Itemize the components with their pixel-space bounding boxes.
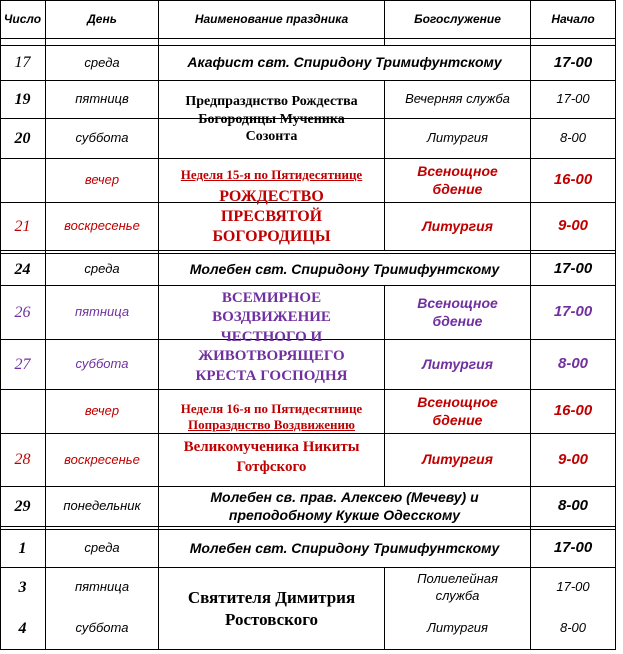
- feast-title: РОЖДЕСТВО ПРЕСВЯТОЙ БОГОРОДИЦЫ: [212, 188, 331, 245]
- time-cell: 9-00: [557, 217, 589, 235]
- day-cell: вечер: [84, 172, 120, 188]
- feast-cell: Святителя Димитрия Ростовского: [187, 588, 356, 629]
- week-subtitle: Попразднство Воздвижению: [188, 416, 355, 432]
- day-cell: суббота: [75, 130, 129, 146]
- time-cell: 17-00: [556, 91, 590, 107]
- header-service: Богослужение: [414, 11, 501, 26]
- date-cell: 19: [14, 90, 31, 108]
- time-cell: 16-00: [553, 402, 593, 420]
- time-cell: 17-00: [556, 579, 590, 595]
- day-cell: среда: [84, 261, 120, 277]
- service-cell: Всенощное бдение: [417, 295, 498, 329]
- date-cell: 17: [14, 54, 31, 71]
- date-cell: [0, 390, 45, 433]
- service-cell: Вечерняя служба: [405, 91, 510, 107]
- time-cell: 17-00: [553, 539, 593, 557]
- service-cell: Литургия: [426, 130, 488, 146]
- rule: [615, 0, 616, 650]
- header-start: Начало: [551, 11, 595, 26]
- day-cell: среда: [84, 54, 120, 70]
- feast-cell: Акафист свт. Спиридону Тримифунтскому: [187, 54, 502, 71]
- service-cell: Литургия: [422, 355, 493, 372]
- header-number: Число: [3, 11, 42, 26]
- date-cell: [0, 159, 45, 202]
- time-cell: 8-00: [557, 497, 589, 515]
- feast-cell: Молебен св. прав. Алексею (Мечеву) и преподобному Кукше Одесскому: [210, 489, 479, 523]
- time-cell: 17-00: [553, 53, 593, 71]
- feast-block: [159, 159, 384, 250]
- rule: [0, 649, 616, 650]
- date-cell: 28: [14, 451, 31, 468]
- date-cell: 1: [18, 539, 27, 557]
- date-cell: 29: [14, 497, 31, 515]
- date-cell: 24: [14, 260, 31, 278]
- time-cell: 9-00: [557, 450, 589, 468]
- service-cell: Всенощное бдение: [417, 394, 498, 428]
- date-cell: 3: [18, 578, 27, 596]
- date-cell: 20: [14, 129, 31, 147]
- service-cell: Полиелейная служба: [417, 571, 498, 603]
- service-cell: Всенощное бдение: [417, 163, 498, 197]
- day-cell: пятница: [74, 304, 130, 320]
- header-day: День: [87, 11, 117, 26]
- day-cell: вечер: [84, 403, 120, 419]
- day-cell: суббота: [75, 620, 129, 636]
- feast-title: Великомученика Никиты Готфского: [183, 439, 360, 475]
- day-cell: воскресенье: [64, 218, 140, 234]
- date-cell: 4: [18, 619, 27, 637]
- header-feast: Наименование праздника: [194, 11, 349, 26]
- day-cell: понедельник: [63, 498, 141, 514]
- day-cell: пятницв: [75, 91, 129, 107]
- date-cell: 27: [14, 355, 31, 373]
- feast-block: [159, 390, 384, 486]
- service-cell: Литургия: [422, 451, 493, 468]
- day-cell: воскресенье: [64, 451, 140, 467]
- time-cell: 8-00: [557, 355, 589, 373]
- day-cell: среда: [84, 540, 120, 556]
- service-cell: Литургия: [426, 620, 488, 636]
- day-cell: суббота: [75, 356, 129, 372]
- feast-cell: Предпразднство Рождества Богородицы Мученика Созонта: [185, 94, 358, 145]
- time-cell: 8-00: [559, 620, 587, 636]
- date-cell: 26: [14, 303, 31, 321]
- day-cell: пятница: [74, 579, 130, 595]
- time-cell: 17-00: [553, 303, 593, 321]
- week-title: Неделя 16-я по Пятидесятнице: [180, 401, 363, 416]
- time-cell: 8-00: [559, 130, 587, 146]
- date-cell: 21: [14, 217, 31, 235]
- rule: [0, 38, 616, 39]
- service-cell: Литургия: [422, 217, 493, 234]
- week-title: Неделя 15-я по Пятидесятнице: [180, 167, 363, 182]
- feast-cell: ВСЕМИРНОЕ ВОЗДВИЖЕНИЕ ЧЕСТНОГО И ЖИВОТВОРЯЩЕГО КРЕСТА ГОСПОДНЯ: [195, 289, 348, 384]
- time-cell: 17-00: [553, 260, 593, 278]
- feast-cell: Молебен свт. Спиридону Тримифунтскому: [189, 539, 500, 556]
- feast-cell: Молебен свт. Спиридону Тримифунтскому: [189, 260, 500, 277]
- time-cell: 16-00: [553, 171, 593, 189]
